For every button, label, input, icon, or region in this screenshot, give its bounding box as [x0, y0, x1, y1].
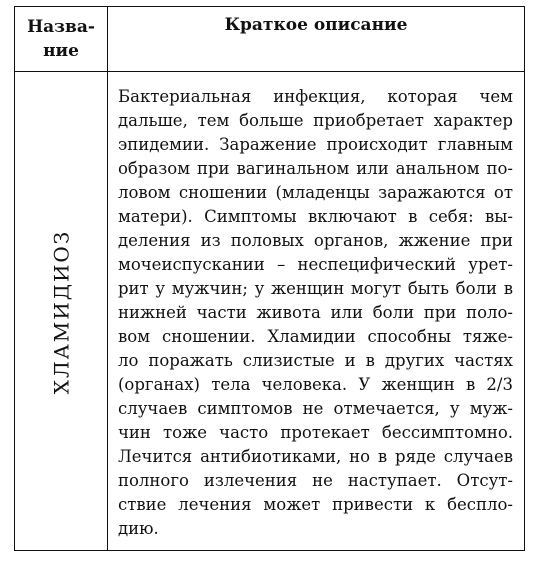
description-line: (органах) тела человека. У женщин в 2/3 [118, 375, 513, 394]
description-line: нижней части живота или боли при поло- [118, 303, 513, 322]
header-name: Назва- ние [27, 17, 95, 61]
disease-name: ХЛАМИДИОЗ [49, 229, 73, 394]
description-line: дальше, тем больше приобретает характер [118, 111, 513, 130]
description-line: матери). Симптомы включают в себя: вы- [118, 207, 513, 226]
description-line: полного излечения не наступает. Отсут- [118, 471, 513, 490]
description-line: Лечится антибиотиками, но в ряде случаев [118, 447, 513, 466]
description-line: рит у мужчин; у женщин могут быть боли в [118, 279, 513, 298]
description-line: мочеиспускании – неспецифический урет- [118, 255, 513, 274]
description-cell [118, 85, 513, 541]
description-line: ствие лечения может привести к бесплo- [118, 495, 513, 514]
description-line: ло поражать слизистые и в других частях [118, 351, 513, 370]
disease-table [14, 6, 525, 551]
description-line: вом сношении. Хламидии способны тяже- [118, 327, 513, 346]
description-line: эпидемии. Заражение происходит главным [118, 135, 513, 154]
description-line: ловом сношении (младенцы заражаются от [118, 183, 513, 202]
description-line: деления из половых органов, жжение при [118, 231, 513, 250]
header-description: Краткое описание [224, 15, 408, 35]
disease-name-cell [15, 73, 107, 550]
description-line: Бактериальная инфекция, которая чем [118, 87, 513, 106]
description-line: чин тоже часто протекает бессимптомно. [118, 423, 513, 442]
description-line: дию. [118, 519, 159, 538]
description-line: случаев симптомов не отмечается, у муж- [118, 399, 513, 418]
header-divider [15, 71, 524, 72]
description-line: образом при вагинальном или анальном по- [118, 159, 513, 178]
column-divider [107, 7, 108, 550]
